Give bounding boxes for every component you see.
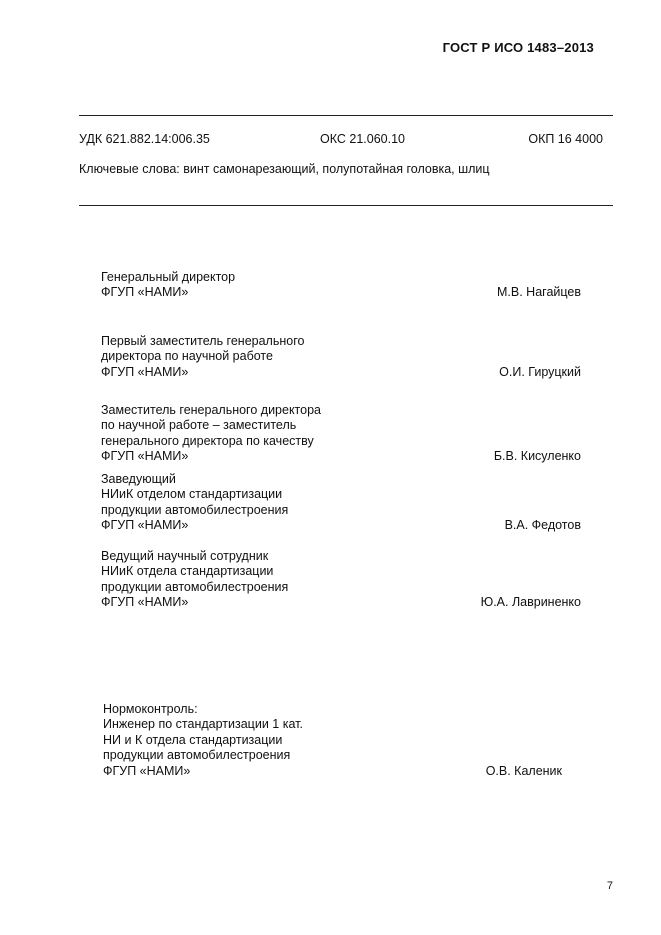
signatory-name: О.И. Гируцкий xyxy=(499,364,581,379)
signatory-block xyxy=(101,334,581,380)
signatory-block xyxy=(101,270,581,301)
normcontrol-name: О.В. Каленик xyxy=(485,763,562,778)
signatory-position-line: Заместитель генерального директора xyxy=(101,403,322,417)
signatory-block xyxy=(101,549,581,611)
normcontrol-organization: ФГУП «НАМИ» xyxy=(103,763,191,778)
bottom-divider xyxy=(79,205,613,206)
signatory-organization: ФГУП «НАМИ» xyxy=(101,285,189,300)
signatory-position-line: НИиК отдела стандартизации xyxy=(101,564,274,579)
normcontrol-heading: Нормоконтроль: xyxy=(103,702,198,716)
signatory-position-line: НИиК отделом стандартизации xyxy=(101,487,283,502)
signatory-block xyxy=(101,403,581,465)
page-number: 7 xyxy=(606,880,613,892)
keywords: Ключевые слова: винт самонарезающий, полупотайная головка, шлиц xyxy=(79,162,490,176)
signatory-organization: ФГУП «НАМИ» xyxy=(101,518,189,533)
signatory-name: М.В. Нагайцев xyxy=(497,285,581,300)
signatory-name: В.А. Федотов xyxy=(504,518,581,533)
oks-code: ОКС 21.060.10 xyxy=(320,132,405,146)
normcontrol-position-line: НИ и К отдела стандартизации xyxy=(103,732,283,747)
signatory-position-line: Заведующий xyxy=(101,472,176,486)
normcontrol-block xyxy=(103,702,562,779)
signatory-organization: ФГУП «НАМИ» xyxy=(101,449,189,464)
signatory-position-line: по научной работе – заместитель xyxy=(101,418,297,433)
normcontrol-position-line: продукции автомобилестроения xyxy=(103,748,291,763)
signatory-position-line: продукции автомобилестроения xyxy=(101,579,289,594)
signatory-organization: ФГУП «НАМИ» xyxy=(101,364,189,379)
signatory-block xyxy=(101,472,581,534)
signatory-position-line: продукции автомобилестроения xyxy=(101,502,289,517)
okp-code: ОКП 16 4000 xyxy=(528,132,603,146)
signatory-position-line: генерального директора по качеству xyxy=(101,433,314,448)
top-divider xyxy=(79,115,613,116)
signatory-name: Ю.А. Лавриненко xyxy=(480,595,581,610)
normcontrol-position-line: Инженер по стандартизации 1 кат. xyxy=(103,717,303,732)
standard-designation: ГОСТ Р ИСО 1483–2013 xyxy=(442,40,594,55)
signatory-position-line: директора по научной работе xyxy=(101,349,273,364)
signatory-position-line: Генеральный директор xyxy=(101,270,236,284)
signatory-position-line: Ведущий научный сотрудник xyxy=(101,549,269,563)
signatory-position-line: Первый заместитель генерального xyxy=(101,334,305,348)
signatory-name: Б.В. Кисуленко xyxy=(493,449,581,464)
udk-code: УДК 621.882.14:006.35 xyxy=(79,132,210,146)
signatory-organization: ФГУП «НАМИ» xyxy=(101,595,189,610)
